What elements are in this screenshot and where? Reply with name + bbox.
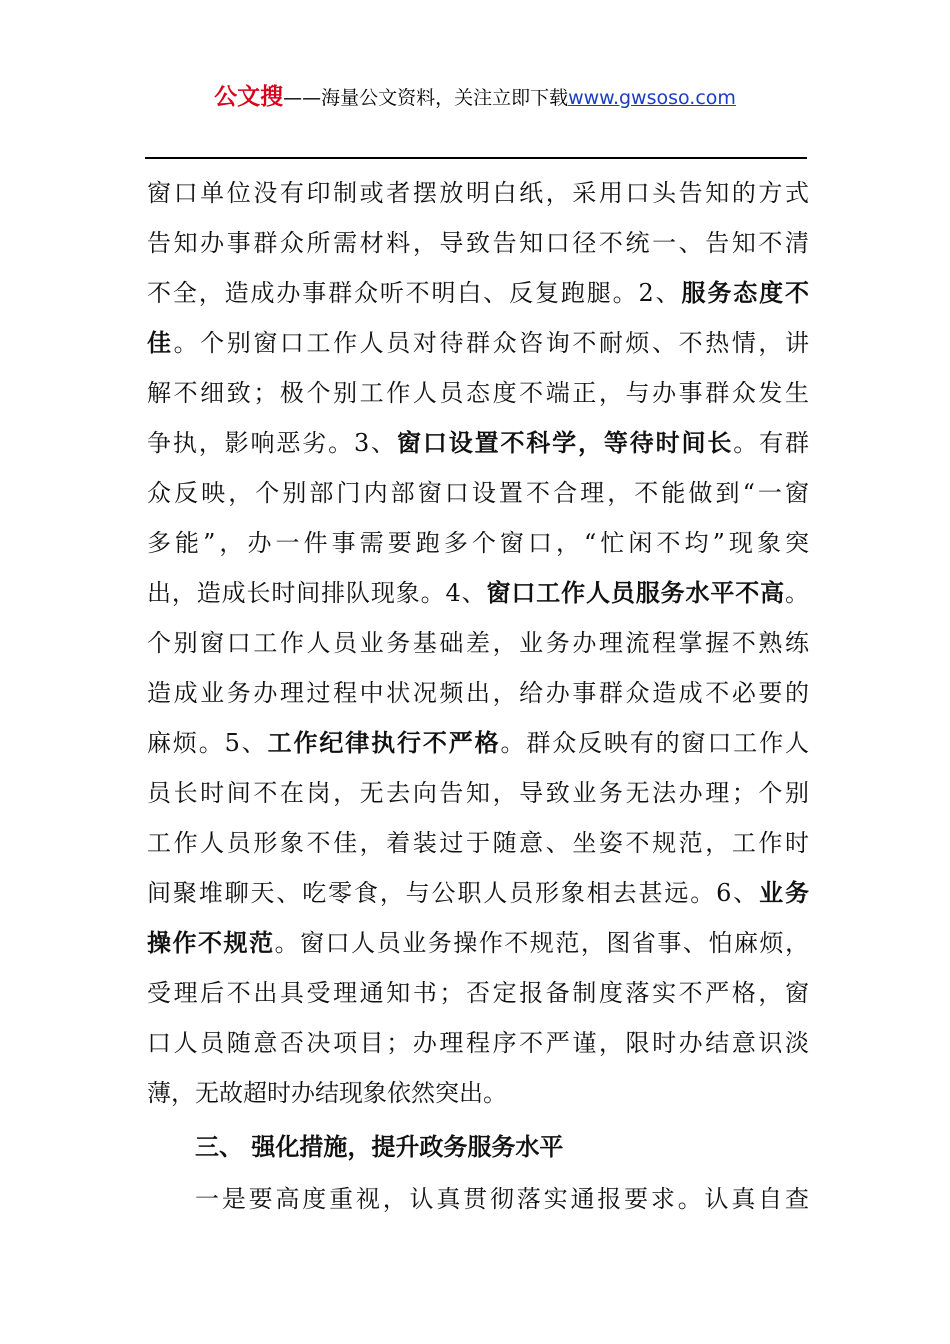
- text-run: 。群众反映有的窗口工作人: [500, 729, 810, 757]
- text-line: [147, 668, 809, 718]
- text-run: 。: [785, 579, 810, 607]
- text-run: 争执，影响恶劣。3、: [147, 429, 397, 457]
- text-line: [147, 368, 809, 418]
- bold-heading-run: 窗口工作人员服务水平不高: [486, 578, 786, 607]
- header-tagline: ——海量公文资料，关注立即下载: [283, 87, 569, 109]
- text-line: [147, 318, 809, 368]
- text-line: [147, 218, 809, 268]
- document-body: [147, 168, 809, 1224]
- text-line: [147, 518, 809, 568]
- bold-heading-run: 佳: [147, 328, 174, 357]
- text-line: [147, 1018, 809, 1068]
- text-run: 解不细致；极个别工作人员态度不端正，与办事群众发生: [147, 379, 809, 407]
- text-run: 个别窗口工作人员业务基础差，业务办理流程掌握不熟练: [147, 629, 809, 657]
- header-divider: [145, 157, 807, 159]
- text-line: [147, 618, 809, 668]
- text-run: 不全，造成办事群众听不明白、反复跑腿。2、: [147, 279, 682, 307]
- text-line: [147, 168, 809, 218]
- page-header: [0, 82, 950, 113]
- text-run: 。窗口人员业务操作不规范，图省事、怕麻烦，: [274, 929, 810, 957]
- text-run: 众反映，个别部门内部窗口设置不合理，不能做到“一窗: [147, 479, 809, 507]
- text-run: 造成业务办理过程中状况频出，给办事群众造成不必要的: [147, 679, 809, 707]
- text-run: 麻烦。5、: [147, 729, 268, 757]
- brand-logo-text: 公文搜: [214, 84, 284, 110]
- text-run: 薄，无故超时办结现象依然突出。: [147, 1079, 507, 1107]
- text-run: 间聚堆聊天、吃零食，与公职人员形象相去甚远。6、: [147, 879, 760, 907]
- text-run: 员长时间不在岗，无去向告知，导致业务无法办理；个别: [147, 779, 809, 807]
- section-heading: 三、 强化措施，提升政务服务水平: [195, 1133, 564, 1161]
- text-line: [147, 868, 809, 918]
- text-run: 多能”，办一件事需要跑多个窗口，“忙闲不均”现象突: [147, 529, 809, 557]
- text-run: 一是要高度重视，认真贯彻落实通报要求。认真自查: [195, 1185, 809, 1213]
- text-line: [147, 768, 809, 818]
- text-line: [147, 968, 809, 1018]
- text-run: 出，造成长时间排队现象。4、: [147, 579, 487, 607]
- text-line: [147, 1068, 809, 1118]
- text-run: 窗口单位没有印制或者摆放明白纸，采用口头告知的方式: [147, 179, 809, 207]
- site-link[interactable]: www.gwsoso.com: [568, 87, 736, 109]
- text-line: [147, 268, 809, 318]
- text-line: [147, 1174, 809, 1224]
- text-run: 。个别窗口工作人员对待群众咨询不耐烦、不热情，讲: [173, 329, 810, 357]
- text-run: 受理后不出具受理通知书；否定报备制度落实不严格，窗: [147, 979, 809, 1007]
- bold-heading-run: 服务态度不: [681, 278, 809, 307]
- bold-heading-run: 业务: [759, 878, 809, 907]
- text-run: 工作人员形象不佳，着装过于随意、坐姿不规范，工作时: [147, 829, 809, 857]
- text-line: [147, 718, 809, 768]
- bold-heading-run: 窗口设置不科学，等待时间长: [396, 428, 734, 457]
- text-line: [147, 468, 809, 518]
- text-line: [147, 568, 809, 618]
- bold-heading-run: 工作纪律执行不严格: [267, 728, 501, 757]
- text-run: 口人员随意否决项目；办理程序不严谨，限时办结意识淡: [147, 1029, 809, 1057]
- text-run: 。有群: [733, 429, 810, 457]
- bold-heading-run: 操作不规范: [147, 928, 275, 957]
- text-run: 告知办事群众所需材料，导致告知口径不统一、告知不清: [147, 229, 809, 257]
- text-line: [147, 418, 809, 468]
- text-line: [147, 818, 809, 868]
- text-line: [147, 918, 809, 968]
